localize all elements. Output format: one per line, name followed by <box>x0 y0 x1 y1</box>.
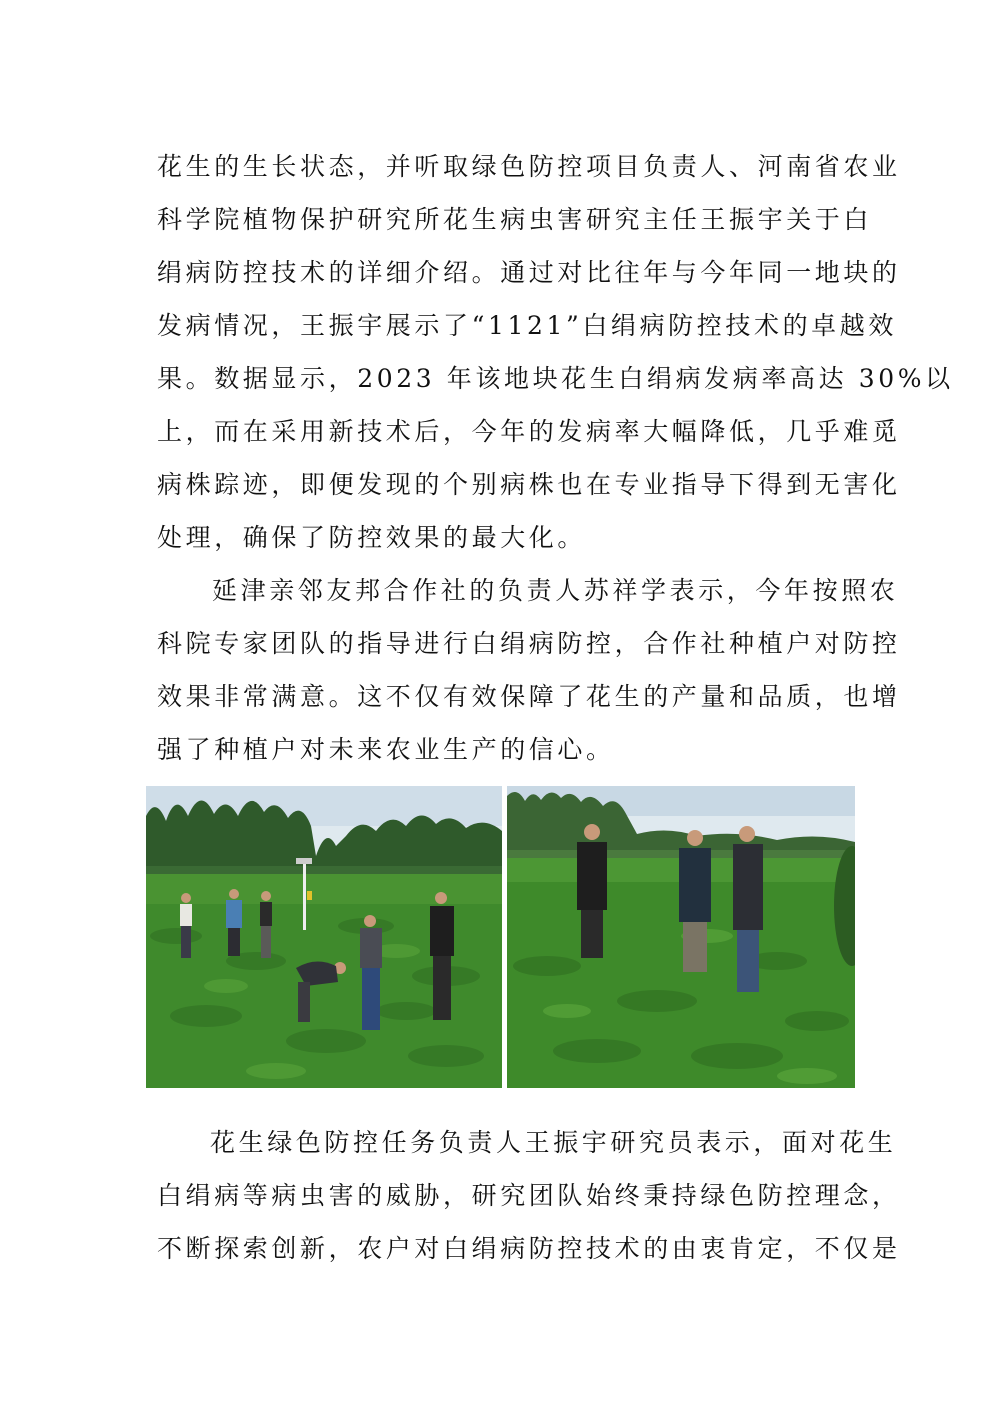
text-line: 科学院植物保护研究所花生病虫害研究主任王振宇关于白 <box>157 205 873 234</box>
text-line: 果。数据显示，2023 年该地块花生白绢病发病率高达 30%以 <box>157 364 954 393</box>
text-line: 绢病防控技术的详细介绍。通过对比往年与今年同一地块的 <box>157 258 901 287</box>
text-line: 强了种植户对未来农业生产的信心。 <box>157 735 615 764</box>
field-photo-right <box>507 786 855 1088</box>
text-line: 白绢病等病虫害的威胁，研究团队始终秉持绿色防控理念， <box>157 1181 901 1210</box>
text-line: 不断探索创新，农户对白绢病防控技术的由衷肯定，不仅是 <box>157 1234 901 1263</box>
text-line: 科院专家团队的指导进行白绢病防控，合作社种植户对防控 <box>157 629 901 658</box>
field-photo-left <box>146 786 502 1088</box>
text-line: 处理，确保了防控效果的最大化。 <box>157 523 587 552</box>
text-line: 发病情况，王振宇展示了“1121”白绢病防控技术的卓越效 <box>157 311 897 340</box>
text-line: 上，而在采用新技术后，今年的发病率大幅降低，几乎难觅 <box>157 417 901 446</box>
text-line: 病株踪迹，即便发现的个别病株也在专业指导下得到无害化 <box>157 470 901 499</box>
text-line: 花生绿色防控任务负责人王振宇研究员表示，面对花生 <box>210 1128 897 1157</box>
text-line: 延津亲邻友邦合作社的负责人苏祥学表示，今年按照农 <box>212 576 899 605</box>
text-line: 效果非常满意。这不仅有效保障了花生的产量和品质，也增 <box>157 682 901 711</box>
text-line: 花生的生长状态，并听取绿色防控项目负责人、河南省农业 <box>157 152 901 181</box>
